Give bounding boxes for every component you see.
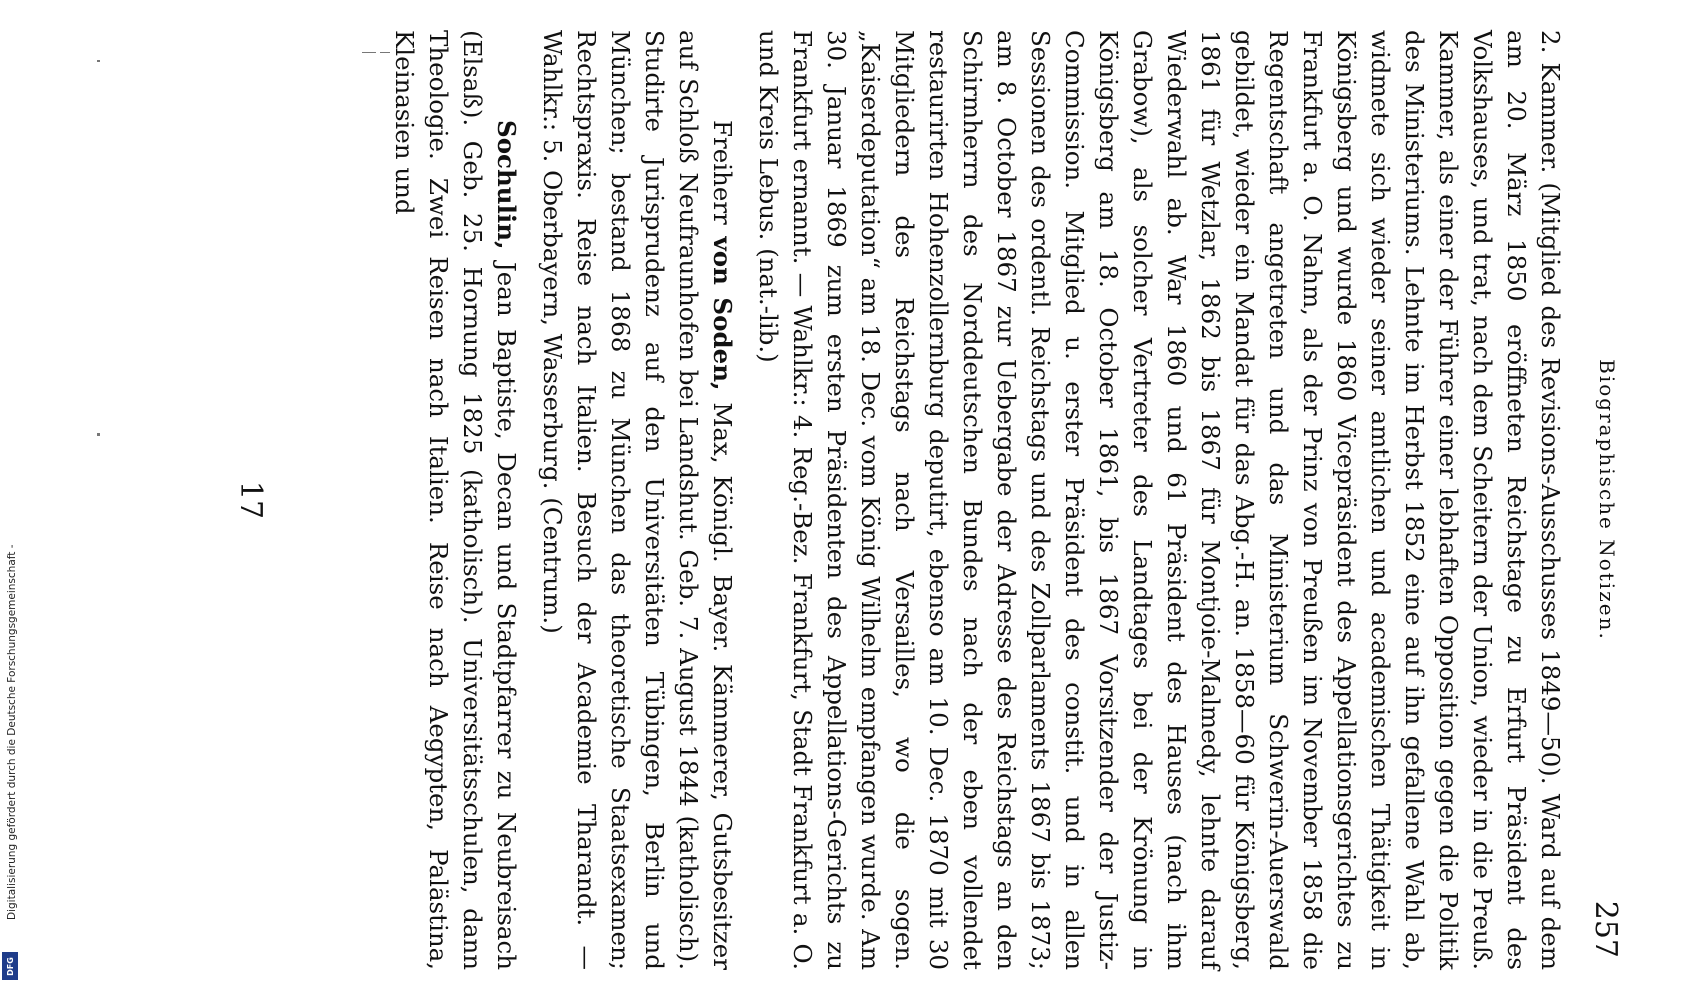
entry-text: Max, Königl. Bayer. Kämmerer, Gutsbesitzer auf Schloß Neufraunhofen bei Landshut. Geb. 7. August 1844 (katholisch). Studirte Jurisprudenz auf den Universitäten Tübingen, Berlin und München; bestand 1868 zu München das theoretische Staatsexamen; Rechtspraxis. Reise nach Italien. Besuch der Academie Tharandt. — Wahlkr.: 5. Oberbayern, Wasserburg. (Centrum.) bbox=[538, 30, 737, 970]
scan-speck bbox=[362, 52, 376, 53]
page-number: 257 bbox=[1588, 900, 1623, 958]
entry-text: Jean Baptiste, Decan und Stadtpfarrer zu Neubreisach (Elsaß). Geb. 25. Hornung 1825 (katholisch). Universitätsschulen, dann Theologie. Zwei Reisen nach Italien. Reise nach Aegypten, Palästina, Kleinasien und bbox=[390, 30, 521, 970]
page-header bbox=[1583, 30, 1623, 970]
biography-entry-sochulin bbox=[387, 30, 523, 970]
digitization-strip bbox=[0, 544, 22, 1000]
scan-speck bbox=[97, 433, 100, 436]
biography-entry-soden bbox=[535, 30, 739, 970]
entry-name: Sochulin, bbox=[492, 120, 521, 250]
signature-mark: 17 bbox=[233, 480, 268, 520]
dfg-logo: DFG bbox=[2, 952, 18, 980]
book-page bbox=[173, 30, 1623, 970]
running-title: Biographische Notizen. bbox=[1595, 359, 1619, 641]
page-body bbox=[387, 30, 1567, 970]
funding-note: Digitalisierung gefördert durch die Deutsche Forschungsgemeinschaft - bbox=[6, 544, 18, 920]
entry-name: von Soden, bbox=[708, 236, 737, 391]
scan-speck bbox=[97, 60, 100, 62]
entry-lead: Freiherr bbox=[708, 120, 737, 225]
scan-speck bbox=[380, 52, 390, 53]
paragraph-continuation: 2. Kammer. (Mitglied des Revisions-Ausschusses 1849—50). Ward auf dem am 20. März 1850 eröffneten Reichstage zu Erfurt Präsident des Volkshauses, und trat, nach dem Scheitern der Union, wieder in die Preuß. Kammer, als einer der Führer einer lebhaften Opposition gegen die Politik des Ministeriums. Lehnte im Herbst 1852 eine auf ihn gefallene Wahl ab, widmete sich wieder seiner amtlichen und academischen Thätigkeit in Königsberg und wurde 1860 Vicepräsident des Appellationsgerichtes zu Frankfurt a. O. Nahm, als der Prinz von Preußen im November 1858 die Regentschaft angetreten und das Ministerium Schwerin-Auerswald gebildet, wieder ein Mandat für das Abg.-H. an. 1858—60 für Königsberg, 1861 für Wetzlar, 1862 bis 1867 für Montjoie-Malmedy, lehnte darauf Wiederwahl ab. War 1860 und 61 Präsident des Hauses (nach ihm Grabow), als solcher Vertreter des Landtages bei der Krönung in Königsberg am 18. October 1861, bis 1867 Vorsitzender der Justiz-Commission. Mitglied u. erster Präsident des constit. und in allen Sessionen des ordentl. Reichstags und des Zollparlaments 1867 bis 1873; am 8. October 1867 zur Uebergabe der Adresse des Reichstags an den Schirmherrn des Norddeutschen Bundes nach der eben vollendet restaurirten Hohenzollernburg deputirt, ebenso am 10. Dec. 1870 mit 30 Mitgliedern des Reichstags nach Versailles, wo die sogen. „Kaiserdeputation“ am 18. Dec. vom König Wilhelm empfangen wurde. Am 30. Januar 1869 zum ersten Präsidenten des Appellations-Gerichts zu Frankfurt ernannt. — Wahlkr.: 4. Reg.-Bez. Frankfurt, Stadt Frankfurt a. O. und Kreis Lebus. (nat.-lib.) bbox=[754, 30, 1565, 970]
